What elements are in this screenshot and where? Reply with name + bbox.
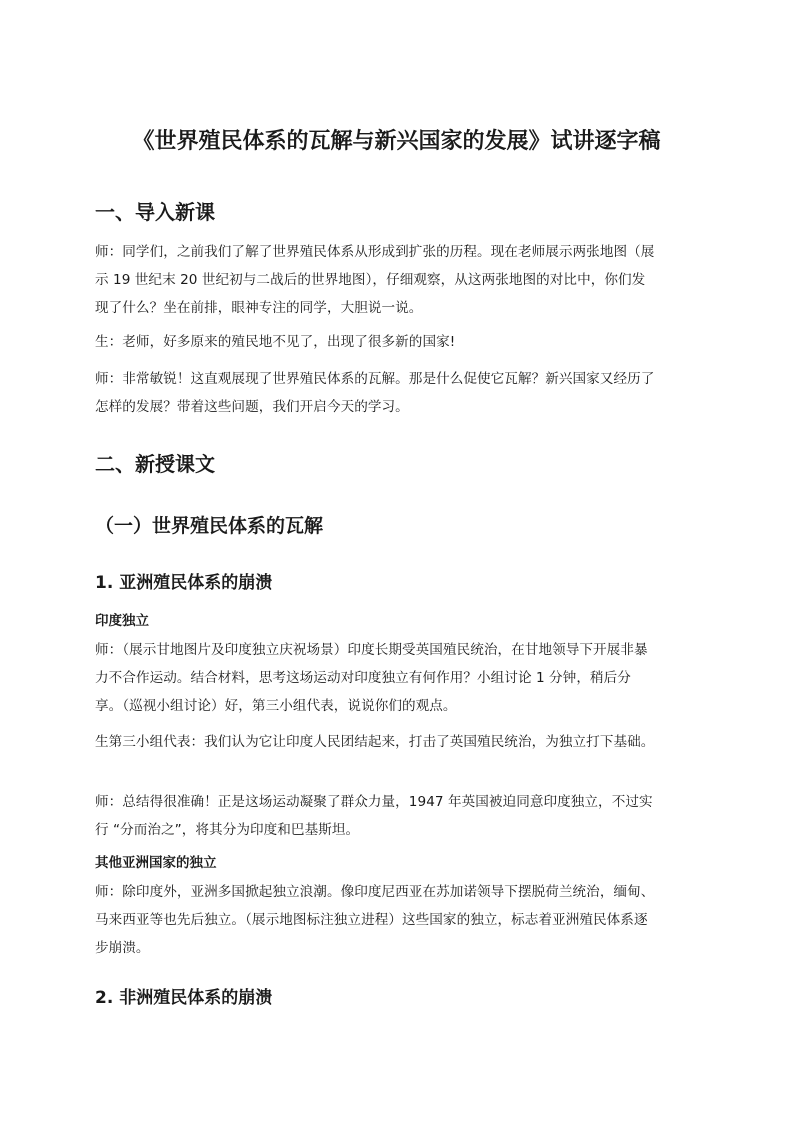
paragraph-teacher-intro	[95, 238, 701, 322]
text-line: 马来西亚等也先后独立。（展示地图标注独立进程）这些国家的独立，标志着亚洲殖民体系逐	[95, 912, 648, 928]
text-line: 师：总结得很准确！正是这场运动凝聚了群众力量，1947 年英国被迫同意印度独立，不过实	[95, 794, 653, 810]
topic-heading-other-asia: 其他亚洲国家的独立	[95, 855, 217, 871]
document-title: 《世界殖民体系的瓦解与新兴国家的发展》试讲逐字稿	[132, 129, 661, 154]
text-line: 力不合作运动。结合材料，思考这场运动对印度独立有何作用？小组讨论 1 分钟，稍后分	[95, 670, 631, 686]
text-line: 怎样的发展？带着这些问题，我们开启今天的学习。	[95, 399, 409, 415]
text-line: 师：非常敏锐！这直观展现了世界殖民体系的瓦解。那是什么促使它瓦解？新兴国家又经历了	[95, 371, 655, 387]
paragraph-student-reply	[95, 328, 701, 356]
text-line: 生第三小组代表：我们认为它让印度人民团结起来，打击了英国殖民统治，为独立打下基础。	[95, 734, 655, 750]
section-heading-intro: 一、导入新课	[95, 200, 215, 224]
subsection-heading-collapse: （一）世界殖民体系的瓦解	[95, 515, 324, 537]
paragraph-teacher-india	[95, 636, 701, 720]
text-line: 师：除印度外，亚洲多国掀起独立浪潮。像印度尼西亚在苏加诺领导下摆脱荷兰统治，缅甸、	[95, 884, 655, 900]
paragraph-student-group-three	[95, 728, 701, 756]
part-heading-asia: 1. 亚洲殖民体系的崩溃	[95, 573, 273, 593]
text-line: 师：（展示甘地图片及印度独立庆祝场景）印度长期受英国殖民统治，在甘地领导下开展非暴	[95, 642, 648, 658]
text-line: 师：同学们，之前我们了解了世界殖民体系从形成到扩张的历程。现在老师展示两张地图（展	[95, 244, 655, 260]
text-line: 示 19 世纪末 20 世纪初与二战后的世界地图），仔细观察，从这两张地图的对比中，你们发	[95, 272, 646, 288]
text-line: 步崩溃。	[95, 940, 150, 956]
text-line: 享。（巡视小组讨论）好，第三小组代表，说说你们的观点。	[95, 698, 457, 714]
text-line: 行 “分而治之”，将其分为印度和巴基斯坦。	[95, 822, 360, 838]
paragraph-teacher-transition	[95, 365, 701, 421]
part-heading-africa: 2. 非洲殖民体系的崩溃	[95, 988, 273, 1008]
section-heading-new-lesson: 二、新授课文	[95, 452, 215, 476]
topic-heading-india: 印度独立	[95, 613, 149, 629]
paragraph-teacher-other-asia	[95, 878, 701, 962]
text-line: 现了什么？坐在前排，眼神专注的同学，大胆说一说。	[95, 300, 423, 316]
text-line: 生：老师，好多原来的殖民地不见了，出现了很多新的国家!	[95, 334, 456, 350]
paragraph-teacher-summary	[95, 788, 701, 844]
